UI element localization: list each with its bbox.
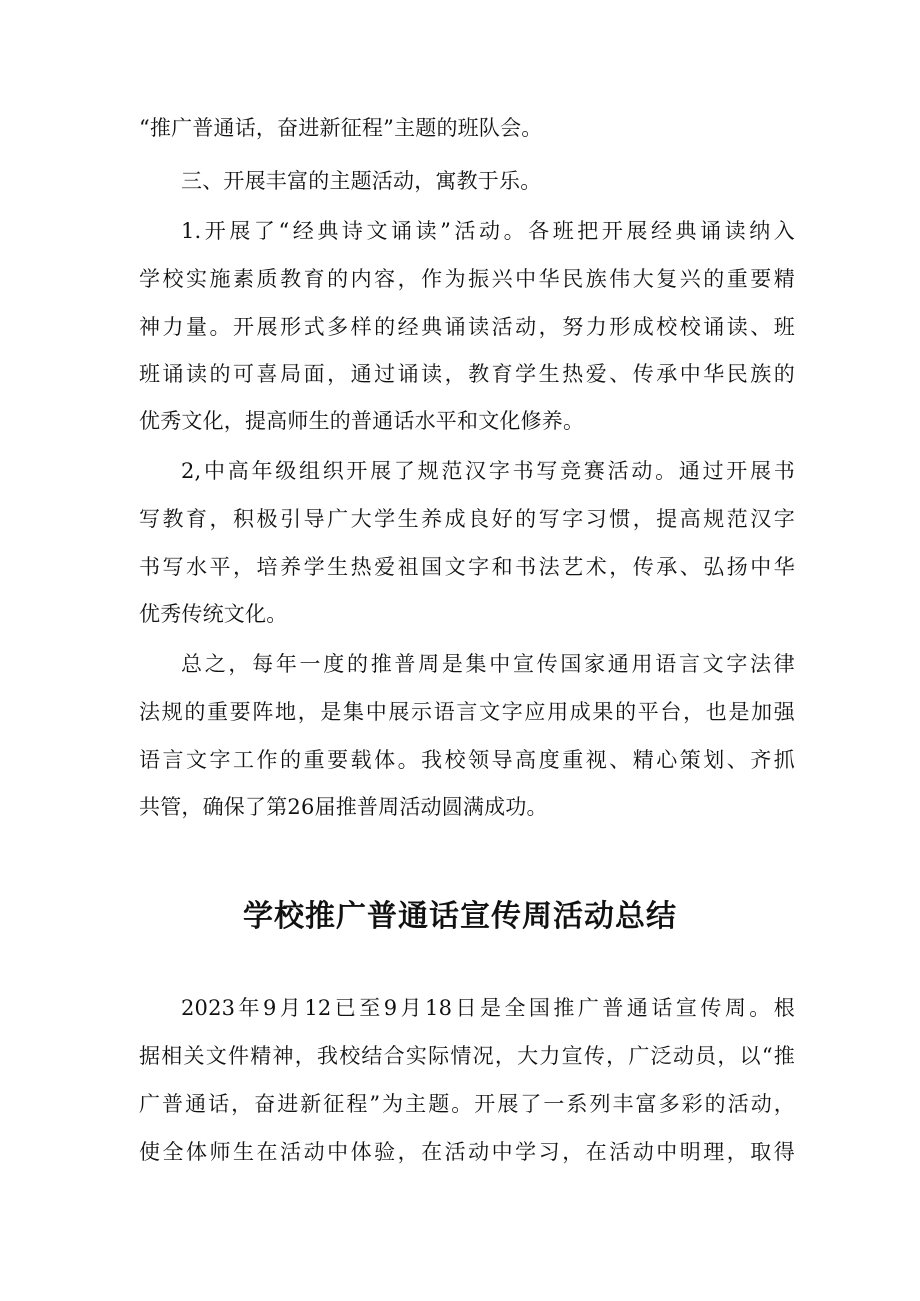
paragraph-line: 1.开展了“经典诗文诵读”活动。各班把开展经典诵读纳入 xyxy=(181,219,795,243)
paragraph-line: 2,中高年级组织开展了规范汉字书写竞赛活动。通过开展书 xyxy=(181,459,795,483)
paragraph-line: 优秀文化，提高师生的普通话水平和文化修养。 xyxy=(139,409,585,433)
paragraph-line: 书写水平，培养学生热爱祖国文字和书法艺术，传承、弘扬中华 xyxy=(139,555,795,579)
paragraph-line: 使全体师生在活动中体验，在活动中学习，在活动中明理，取得 xyxy=(139,1140,795,1164)
paragraph-line: 写教育，积极引导广大学生养成良好的写字习惯，提高规范汉字 xyxy=(139,507,795,531)
paragraph-line: 总之，每年一度的推普周是集中宣传国家通用语言文字法律 xyxy=(181,652,795,676)
section-heading: 三、开展丰富的主题活动，寓教于乐。 xyxy=(181,169,542,193)
paragraph-line: 据相关文件精神，我校结合实际情况，大力宣传，广泛动员，以“推 xyxy=(139,1044,795,1068)
paragraph-line: 神力量。开展形式多样的经典诵读活动，努力形成校校诵读、班 xyxy=(139,315,795,339)
paragraph-line: 优秀传统文化。 xyxy=(139,602,288,626)
paragraph-line: 法规的重要阵地，是集中展示语言文字应用成果的平台，也是加强 xyxy=(139,700,795,724)
paragraph-line: 2023年9月12已至9月18日是全国推广普通话宣传周。根 xyxy=(181,996,795,1020)
paragraph-line: 共管，确保了第26届推普周活动圆满成功。 xyxy=(139,795,548,819)
paragraph-line: 学校实施素质教育的内容，作为振兴中华民族伟大复兴的重要精 xyxy=(139,267,795,291)
paragraph-line: 语言文字工作的重要载体。我校领导高度重视、精心策划、齐抓 xyxy=(139,748,795,772)
paragraph-line: 广普通话，奋进新征程”为主题。开展了一系列丰富多彩的活动， xyxy=(139,1092,795,1116)
paragraph-line: 班诵读的可喜局面，通过诵读，教育学生热爱、传承中华民族的 xyxy=(139,362,795,386)
page-title: 学校推广普通话宣传周活动总结 xyxy=(243,899,677,934)
paragraph-line: “推广普通话，奋进新征程”主题的班队会。 xyxy=(139,116,543,140)
